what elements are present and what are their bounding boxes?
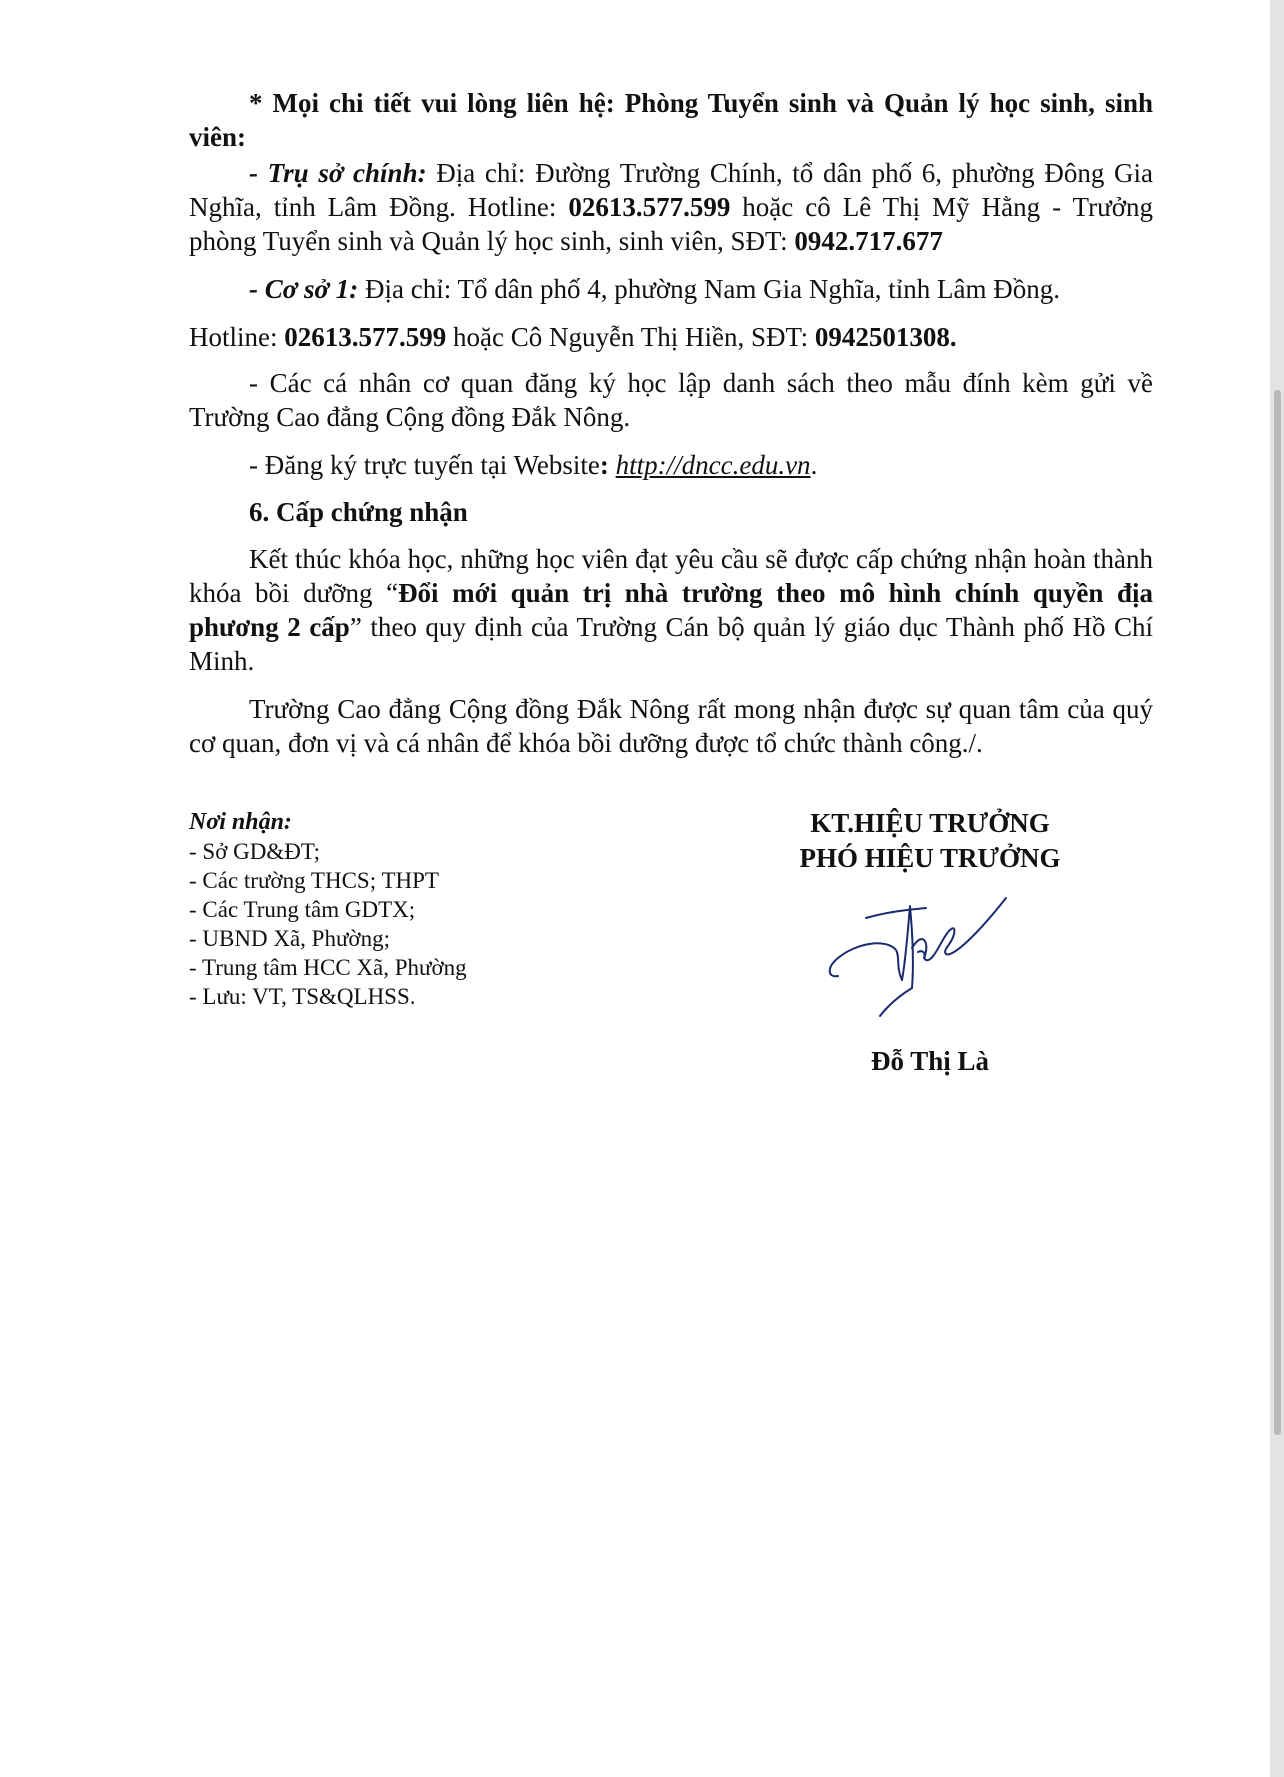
- signer-title-1: KT.HIỆU TRƯỞNG: [810, 808, 1050, 838]
- recipient-item: - Sở GD&ĐT;: [189, 839, 321, 864]
- section-6-paragraph: [189, 542, 1153, 678]
- recipient-item: - Các trường THCS; THPT: [189, 868, 439, 893]
- section-6-heading: [189, 495, 1153, 529]
- hq-paragraph: [189, 156, 1153, 258]
- handwritten-signature-icon: [826, 888, 1016, 1018]
- closing-paragraph: Trường Cao đẳng Cộng đồng Đắk Nông rất mong nhận được sự quan tâm của quý cơ quan, đơn vị và cá nhân để khóa bồi dưỡng được tổ chức thành công./.: [189, 694, 1153, 758]
- scrollbar-track[interactable]: [1270, 0, 1284, 1777]
- online-register-line: [189, 448, 1153, 482]
- scrollbar-thumb[interactable]: [1274, 390, 1281, 1435]
- recipients-heading: Nơi nhận:: [189, 809, 292, 835]
- signer-title-2: PHÓ HIỆU TRƯỞNG: [799, 843, 1061, 873]
- recipients-block: [189, 808, 589, 1011]
- branch-text-2: hoặc Cô Nguyễn Thị Hiền, SĐT:: [446, 322, 815, 352]
- recipient-item: - UBND Xã, Phường;: [189, 926, 390, 951]
- branch-label: - Cơ sở 1:: [249, 274, 359, 304]
- branch-line: [189, 272, 1153, 306]
- section-6-text-2: ” theo quy định của Trường Cán bộ quản lý giáo dục Thành phố Hồ Chí Minh.: [189, 612, 1154, 676]
- website-link[interactable]: http://dncc.edu.vn: [615, 450, 811, 480]
- branch-hotline-line: [189, 320, 1153, 354]
- section-6-heading-text: 6. Cấp chứng nhận: [249, 497, 468, 527]
- hq-text-1: Địa chỉ: Đường Trường Chính, tổ dân phố 6, phường Đông Gia Nghĩa, tỉnh Lâm Đồng. Hotline:: [189, 158, 1153, 222]
- contact-intro: [189, 86, 1153, 154]
- recipient-item: - Các Trung tâm GDTX;: [189, 897, 416, 922]
- hq-phone: 0942.717.677: [794, 226, 943, 256]
- branch-phone: 0942501308.: [814, 322, 957, 352]
- hq-label: - Trụ sở chính:: [249, 158, 427, 188]
- signer-title-block: [760, 806, 1100, 876]
- online-colon: :: [599, 450, 609, 480]
- section-6-text-1: Kết thúc khóa học, những học viên đạt yêu cầu sẽ được cấp chứng nhận hoàn thành khóa bồi dưỡng “: [189, 544, 1153, 608]
- contact-intro-text: * Mọi chi tiết vui lòng liên hệ: Phòng Tuyển sinh và Quản lý học sinh, sinh viên:: [189, 88, 1153, 152]
- hq-hotline: 02613.577.599: [568, 192, 731, 222]
- branch-hotline: 02613.577.599: [284, 322, 447, 352]
- register-list-paragraph: - Các cá nhân cơ quan đăng ký học lập danh sách theo mẫu đính kèm gửi về Trường Cao đẳng Cộng đồng Đắk Nông.: [189, 368, 1153, 432]
- online-prefix: - Đăng ký trực tuyến tại Website: [249, 450, 600, 480]
- recipient-item: - Lưu: VT, TS&QLHSS.: [189, 984, 416, 1009]
- branch-text: Địa chỉ: Tổ dân phố 4, phường Nam Gia Nghĩa, tỉnh Lâm Đồng.: [358, 274, 1061, 304]
- course-name: Đổi mới quản trị nhà trường theo mô hình chính quyền địa phương 2 cấp: [189, 578, 1153, 642]
- signer-name: Đỗ Thị Là: [870, 1046, 990, 1076]
- hq-text-2: hoặc cô Lê Thị Mỹ Hằng - Trưởng phòng Tuyển sinh và Quản lý học sinh, sinh viên, SĐT:: [189, 192, 1154, 256]
- recipient-item: - Trung tâm HCC Xã, Phường: [189, 955, 467, 980]
- branch-hotline-prefix: Hotline:: [189, 322, 285, 352]
- online-suffix: .: [810, 450, 818, 480]
